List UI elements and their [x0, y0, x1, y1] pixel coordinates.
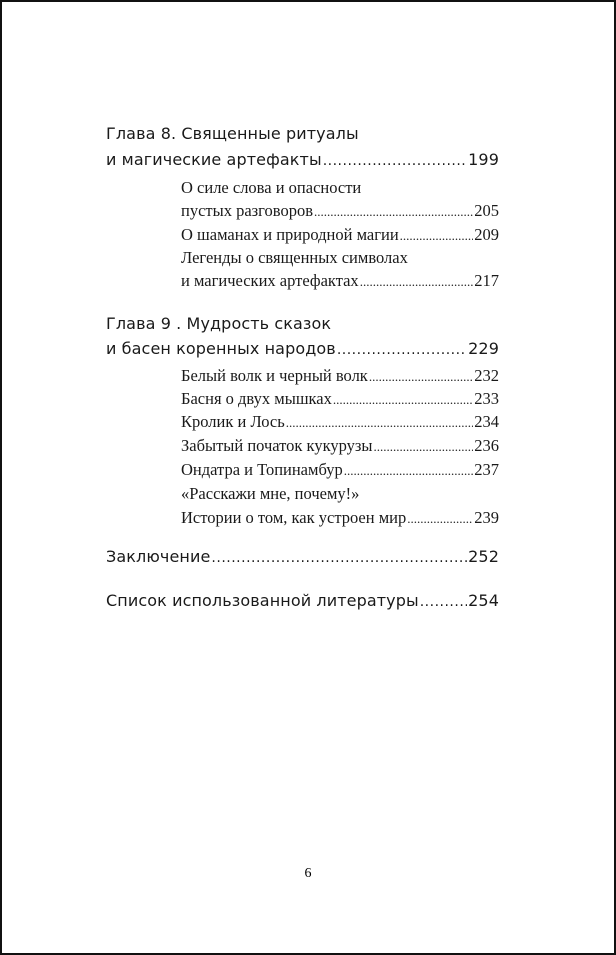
entry-title: и басен коренных народов — [106, 339, 336, 358]
entry-page: 217 — [474, 271, 499, 290]
entry-page: 233 — [474, 389, 499, 408]
toc-entry-chapter-9[interactable] — [106, 339, 499, 358]
dot-leader — [333, 389, 473, 409]
entry-title: Басня о двух мышках — [181, 389, 332, 408]
entry-title: Забытый початок кукурузы — [181, 436, 373, 455]
entry-page: 237 — [474, 460, 499, 479]
toc-entry[interactable] — [181, 225, 499, 245]
toc-subtitle-line — [181, 484, 499, 504]
entry-page: 254 — [468, 591, 499, 610]
entry-title: и магические артефакты — [106, 150, 322, 169]
entry-title: Легенды о священных символах — [181, 248, 408, 267]
toc-entry[interactable] — [181, 508, 499, 528]
dot-leader — [314, 201, 473, 221]
toc-entry[interactable] — [181, 366, 499, 386]
dot-leader — [337, 339, 467, 358]
toc-entry-chapter-8[interactable] — [106, 150, 499, 169]
entry-title: О шаманах и природной магии — [181, 225, 399, 244]
toc-chapter-9-title — [106, 314, 499, 333]
entry-title: Кролик и Лось — [181, 412, 285, 431]
entry-title: Ондатра и Топинамбур — [181, 460, 343, 479]
page-number: 6 — [304, 866, 312, 881]
toc-entry[interactable] — [181, 389, 499, 409]
toc-entry[interactable] — [181, 412, 499, 432]
entry-title: Истории о том, как устроен мир — [181, 508, 407, 527]
entry-title: и магических артефактах — [181, 271, 359, 290]
dot-leader — [407, 508, 473, 528]
toc-entry[interactable] — [181, 436, 499, 456]
dot-leader — [369, 366, 473, 386]
dot-leader — [344, 460, 474, 480]
toc-entry[interactable] — [181, 460, 499, 480]
dot-leader — [420, 591, 467, 610]
entry-title: Список использованной литературы — [106, 591, 419, 610]
dot-leader — [323, 150, 467, 169]
entry-page: 252 — [468, 547, 499, 566]
entry-page: 229 — [468, 339, 499, 358]
chapter-title-line: Глава 9 . Мудрость сказок — [106, 314, 332, 333]
entry-page: 236 — [474, 436, 499, 455]
dot-leader — [360, 271, 474, 291]
entry-page: 232 — [474, 366, 499, 385]
toc-chapter-8-title — [106, 124, 499, 143]
dot-leader — [211, 547, 467, 566]
toc-subtitle-line — [181, 178, 499, 198]
chapter-title-line: Глава 8. Священные ритуалы — [106, 124, 359, 143]
toc-entry[interactable] — [181, 271, 499, 291]
entry-title: Заключение — [106, 547, 211, 566]
dot-leader — [400, 225, 474, 245]
entry-page: 234 — [474, 412, 499, 431]
entry-page: 239 — [474, 508, 499, 527]
entry-title: пустых разговоров — [181, 201, 313, 220]
entry-title: О силе слова и опасности — [181, 178, 362, 197]
entry-page: 199 — [468, 150, 499, 169]
dot-leader — [374, 436, 474, 456]
toc-subtitle-line — [181, 248, 499, 268]
dot-leader — [286, 412, 474, 432]
toc-entry-bibliography[interactable] — [106, 591, 499, 610]
entry-title: Белый волк и черный волк — [181, 366, 368, 385]
entry-page: 209 — [474, 225, 499, 244]
toc-entry[interactable] — [181, 201, 499, 221]
entry-page: 205 — [474, 201, 499, 220]
toc-entry-conclusion[interactable] — [106, 547, 499, 566]
entry-title: «Расскажи мне, почему!» — [181, 484, 360, 503]
